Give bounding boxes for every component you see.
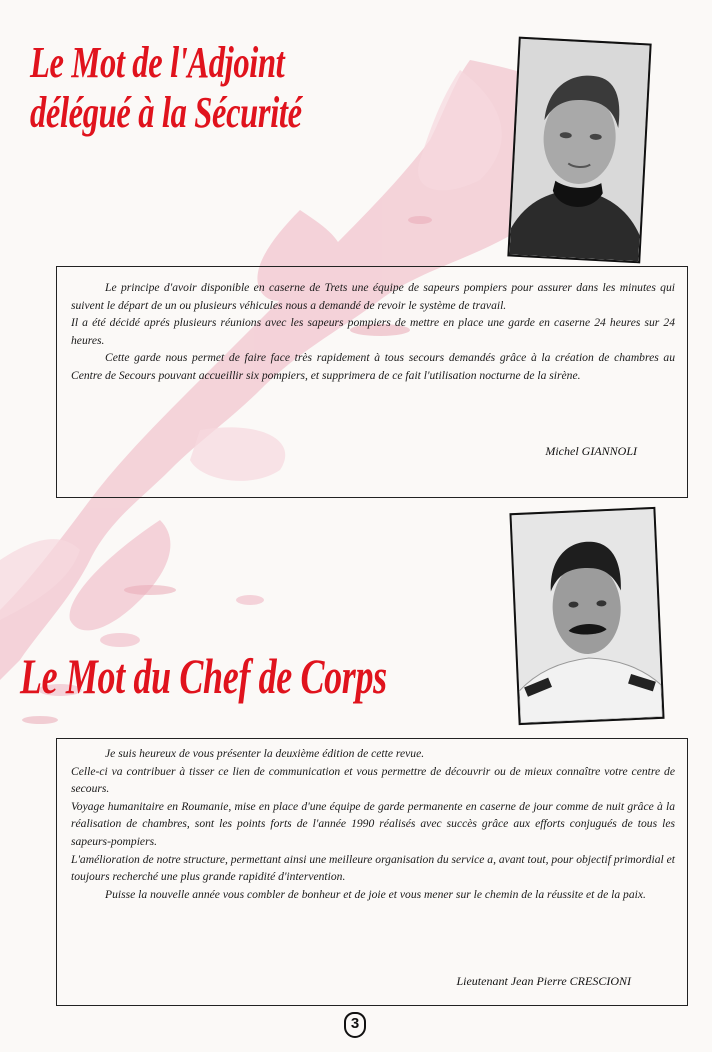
section1-paragraph-1: Le principe d'avoir disponible en caserne de Trets une équipe de sapeurs pompiers pour assurer dans les minutes qui suivent le départ de un ou plusieurs véhicules nous a demandé de revoir le système de travail. <box>71 281 675 312</box>
section1-paragraph-2: Il a été décidé aprés plusieurs réunions avec les sapeurs pompiers de mettre en place une garde en caserne 24 heures sur 24 heures. <box>71 316 675 347</box>
portrait-chef-image <box>512 509 663 723</box>
portrait-photo-adjoint <box>507 37 651 264</box>
section2-paragraph-4: L'amélioration de notre structure, permettant ainsi une meilleure organisation du service a, avant tout, pour objectif primordial et toujours recherché une plus grande rapidité d'intervention. <box>71 852 675 884</box>
section1-signature: Michel GIANNOLI <box>545 444 637 459</box>
section2-paragraph-1: Je suis heureux de vous présenter la deuxième édition de cette revue. <box>105 747 425 760</box>
section1-title-line2: délégué à la Sécurité <box>30 88 302 137</box>
portrait-photo-chef <box>509 507 664 725</box>
section2-title: Le Mot du Chef de Corps <box>20 648 387 704</box>
section2-signature: Lieutenant Jean Pierre CRESCIONI <box>456 974 631 989</box>
section2-paragraph-3: Voyage humanitaire en Roumanie, mise en place d'une équipe de garde permanente en caserne de jour comme de nuit grâce à la réalisation de chambres, sont les points forts de l'année 1990 réalisés avec succès grâce aux efforts conjugués de tous les sapeurs-pompiers. <box>71 799 675 848</box>
section2-paragraph-2: Celle-ci va contribuer à tisser ce lien de communication et vous permettre de découvrir ou de mieux connaître votre centre de secours. <box>71 764 675 796</box>
section1-text-box <box>56 266 688 498</box>
page-number: 3 <box>344 1012 366 1038</box>
section2-paragraph-5: Puisse la nouvelle année vous combler de bonheur et de joie et vous mener sur le chemin de la réussite et de la paix. <box>105 887 646 901</box>
section1-title-line1: Le Mot de l'Adjoint <box>30 38 285 87</box>
section2-text-box <box>56 738 688 1006</box>
section1-title <box>30 38 302 138</box>
portrait-adjoint-image <box>509 39 649 261</box>
section1-paragraph-3: Cette garde nous permet de faire face très rapidement à tous secours demandés grâce à la création de chambres au Centre de Secours pouvant accueillir six pompiers, et supprimera de ce fait l'utilisation nocturne de la sirène. <box>71 351 675 382</box>
